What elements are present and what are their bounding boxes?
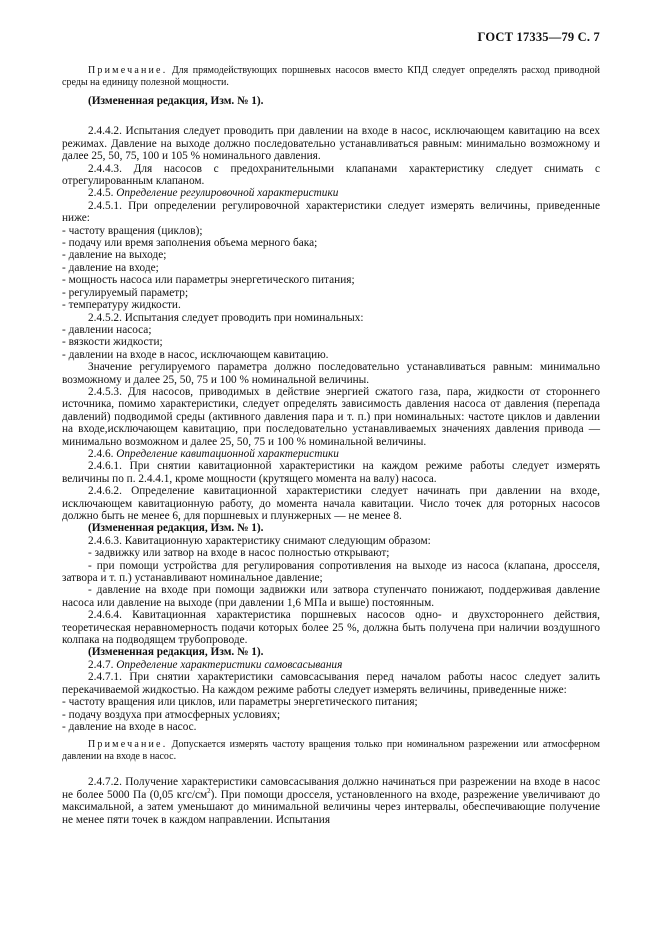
list-item: - регулируемый параметр; xyxy=(62,286,189,299)
list-item: - мощность насоса или параметры энергетического питания; xyxy=(62,274,355,287)
section-2-4-5-number: 2.4.5. xyxy=(88,187,114,200)
note-2 xyxy=(62,739,600,763)
clause-2-4-6-4: 2.4.6.4. Кавитационная характеристика поршневых насосов одно- и двухстороннего действия, теоретическая неравномерность подачи которых более 25 %, должна быть получена при наличии воздушного колпака на подводящем трубопроводе. xyxy=(62,609,600,647)
clause-2-4-4-3: 2.4.4.3. Для насосов с предохранительными клапанами характеристику следует снимать с отрегулированным клапаном. xyxy=(62,162,600,188)
section-2-4-6-heading xyxy=(62,448,600,460)
clause-2-4-7-2 xyxy=(62,776,600,826)
note-1 xyxy=(62,65,600,89)
list-item: - давлении насоса; xyxy=(62,323,152,336)
note-2-label: Примечание. xyxy=(88,739,168,751)
note-1-label: Примечание. xyxy=(88,65,168,76)
list-item: - частоту вращения (циклов); xyxy=(62,224,203,237)
list-item: - подачу воздуха при атмосферных условиях; xyxy=(62,708,281,721)
section-2-4-5-title: Определение регулировочной характеристики xyxy=(116,187,339,200)
revision-note-1: (Измененная редакция, Изм. № 1). xyxy=(88,95,264,107)
section-2-4-7-heading xyxy=(62,659,600,671)
list-item: - давление на входе; xyxy=(62,261,159,274)
list-item: - вязкости жидкости; xyxy=(62,336,163,349)
clause-2-4-7-2-part2: ). При помощи дросселя, установленного на входе, разрежение увеличивают до максимальной, а затем уменьшают до минимальной величины через интервалы, обеспечивающие получение не менее пяти точек в каждом направлении. Испытания xyxy=(62,788,600,826)
clause-2-4-7-1: 2.4.7.1. При снятии характеристики самовсасывания перед началом работы насос следует залить перекачиваемой жидкостью. На каждом режиме работы следует измерять величины, приведенные ниже: xyxy=(62,671,600,696)
clause-2-4-5-3: 2.4.5.3. Для насосов, приводимых в действие энергией сжатого газа, пара, жидкости от стороннего источника, помимо характеристики, следует определять зависимость давления насоса от давления (перепада давлений) подводимой среды (активного давления пара и т. п.) при номинальных: частоте циклов и давлении на входе,исключающем кавитацию, при последовательно устанавливаемых значениях давления привода — минимально возможном и далее 25, 50, 75 и 100 % номинальной величины. xyxy=(62,385,600,448)
list-item: - давление на входе в насос. xyxy=(62,720,197,733)
list-item: - задвижку или затвор на входе в насос полностью открывают; xyxy=(88,547,390,560)
revision-note-3: (Измененная редакция, Изм. № 1). xyxy=(88,646,264,659)
section-2-4-6-number: 2.4.6. xyxy=(88,447,114,460)
list-item: - давление на входе при помощи задвижки или затвора ступенчато понижают, поддерживая давление насоса или давление на выходе (при давлении 1,6 МПа и выше) постоянным. xyxy=(62,584,600,609)
clause-2-4-6-3: 2.4.6.3. Кавитационную характеристику снимают следующим образом: xyxy=(88,534,431,547)
section-2-4-5-heading xyxy=(62,187,600,199)
clause-2-4-5-1: 2.4.5.1. При определении регулировочной характеристики следует измерять величины, приведенные ниже: xyxy=(62,199,600,225)
list-item: - температуру жидкости. xyxy=(62,299,181,312)
clause-2-4-5-2: 2.4.5.2. Испытания следует проводить при номинальных: xyxy=(88,311,364,324)
section-2-4-7-number: 2.4.7. xyxy=(88,658,114,671)
page-header: ГОСТ 17335—79 С. 7 xyxy=(477,30,600,44)
clause-2-4-7-2-part1: 2.4.7.2. Получение характеристики самовсасывания должно начинаться при разрежении на входе в насос не более 5000 Па (0,05 кгс/см xyxy=(62,776,600,801)
list-item: - при помощи устройства для регулирования сопротивления на выходе из насоса (клапана, дросселя, затвора и т. п.) устанавливают номинальное давление; xyxy=(62,559,600,585)
clause-2-4-4-2: 2.4.4.2. Испытания следует проводить при давлении на входе в насос, исключающем кавитацию на всех режимах. Давление на выходе должно последовательно устанавливаться равным: минимально возможному и далее 25, 50, 75, 100 и 105 % номинального давления. xyxy=(62,125,600,163)
section-2-4-7-title: Определение характеристики самовсасывания xyxy=(116,658,343,671)
clause-2-4-6-2: 2.4.6.2. Определение кавитационной характеристики следует начинать при давлении на входе, исключающем кавитационную работу, до момента начала кавитации. Число точек для роторных насосов должно быть не менее 6, для поршневых и плунжерных — не менее 8. xyxy=(62,485,600,522)
superscript-2: 2 xyxy=(207,786,211,795)
clause-2-4-6-1: 2.4.6.1. При снятии кавитационной характеристики на каждом режиме работы следует измерять величины по п. 2.4.4.1, кроме мощности (крутящего момента на валу) насоса. xyxy=(62,460,600,485)
note-2-text: Допускается измерять частоту вращения только при номинальном разрежении или атмосферном давлении на входе в насос. xyxy=(62,739,600,763)
list-item: - давлении на входе в насос, исключающем кавитацию. xyxy=(62,348,329,361)
note-1-text: Для прямодействующих поршневых насосов вместо КПД следует определять расход приводной среды на единицу полезной мощности. xyxy=(62,65,600,88)
revision-note-2: (Измененная редакция, Изм. № 1). xyxy=(88,522,264,535)
document-page xyxy=(62,30,600,826)
list-item: - подачу или время заполнения объема мерного бака; xyxy=(62,237,318,250)
regulated-parameter-paragraph: Значение регулируемого параметра должно последовательно устанавливаться равным: минимально возможному и далее 25, 50, 75 и 100 % номинальной величины. xyxy=(62,361,600,386)
list-item: - частоту вращения или циклов, или параметры энергетического питания; xyxy=(62,696,418,709)
list-item: - давление на выходе; xyxy=(62,249,167,262)
section-2-4-6-title: Определение кавитационной характеристики xyxy=(116,447,339,460)
